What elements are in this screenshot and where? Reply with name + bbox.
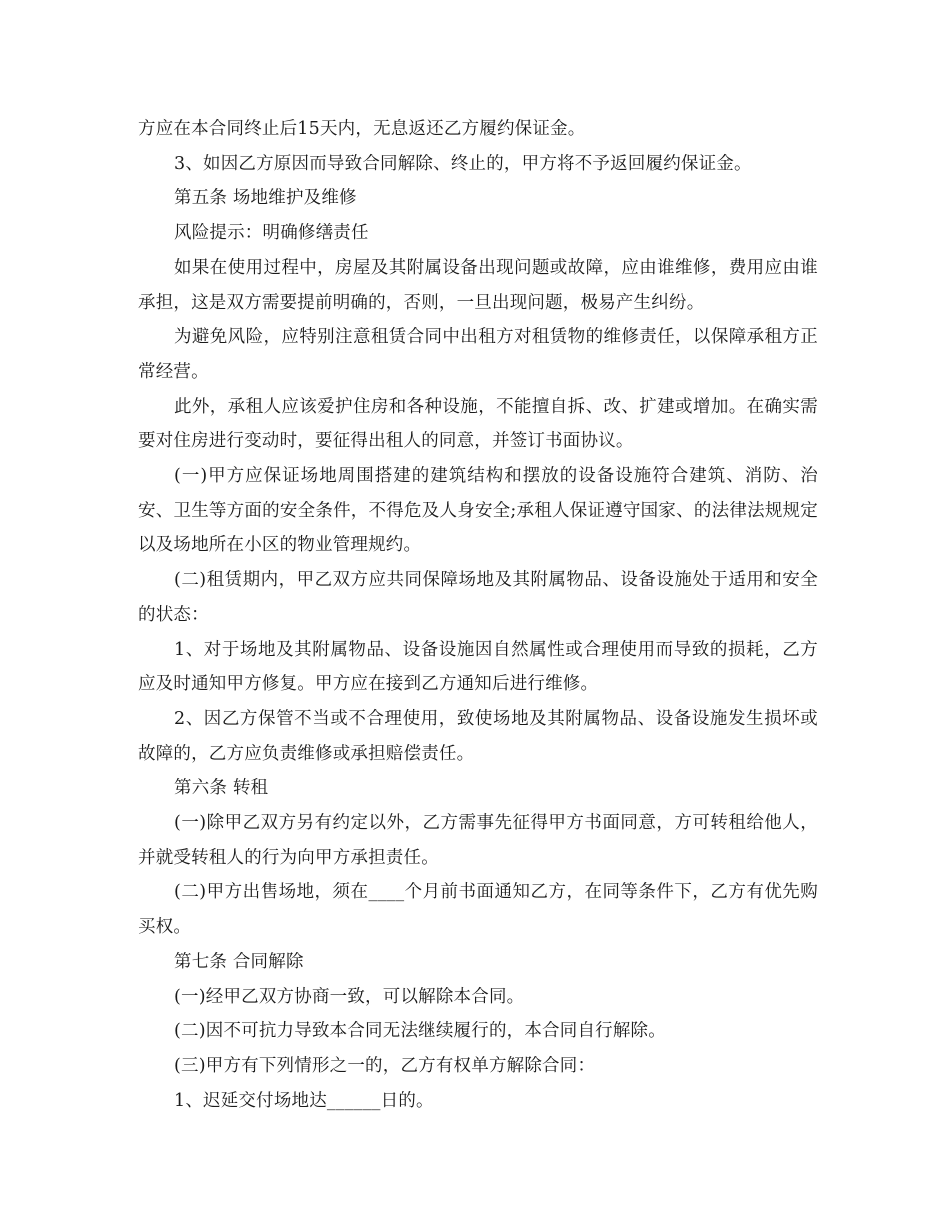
paragraph: 3、如因乙方原因而导致合同解除、终止的，甲方将不予返回履约保证金。: [174, 153, 752, 174]
paragraph: (一)经甲乙双方协商一致，可以解除本合同。: [174, 986, 525, 1007]
paragraph: 1、对于场地及其附属物品、设备设施因自然属性或合理使用而导致的损耗，乙方应及时通知甲方修复。甲方应在接到乙方通知后进行维修。: [138, 639, 818, 695]
paragraph: 为避免风险，应特别注意租赁合同中出租方对租赁物的维修责任，以保障承租方正常经营。: [138, 327, 818, 382]
paragraph: 如果在使用过程中，房屋及其附属设备出现问题或故障，应由谁维修，费用应由谁承担，这是双方需要提前明确的，否则，一旦出现问题，极易产生纠纷。: [138, 257, 818, 313]
paragraph: (二)租赁期内，甲乙双方应共同保障场地及其附属物品、设备设施处于适用和安全的状态：: [138, 570, 818, 625]
paragraph: 2、因乙方保管不当或不合理使用，致使场地及其附属物品、设备设施发生损坏或故障的，乙方应负责维修或承担赔偿责任。: [138, 708, 818, 764]
paragraph: (二)因不可抗力导致本合同无法继续履行的，本合同自行解除。: [174, 1021, 666, 1042]
paragraph: 第六条 转租: [174, 778, 269, 799]
document-body: [138, 112, 818, 1118]
paragraph: 第五条 场地维护及维修: [174, 188, 357, 209]
paragraph: (三)甲方有下列情形之一的，乙方有权单方解除合同：: [174, 1055, 596, 1076]
paragraph: 第七条 合同解除: [174, 951, 304, 972]
paragraph: (一)甲方应保证场地周围搭建的建筑结构和摆放的设备设施符合建筑、消防、治安、卫生等方面的安全条件，不得危及人身安全;承租人保证遵守国家、的法律法规规定以及场地所在小区的物业管理规约。: [138, 466, 818, 556]
paragraph: 1、迟延交付场地达______日的。: [174, 1090, 434, 1111]
paragraph: (一)除甲乙双方另有约定以外，乙方需事先征得甲方书面同意，方可转租给他人，并就受转租人的行为向甲方承担责任。: [138, 813, 818, 868]
paragraph: 风险提示：明确修缮责任: [174, 223, 369, 244]
paragraph: 此外，承租人应该爱护住房和各种设施，不能擅自拆、改、扩建或增加。在确实需要对住房进行变动时，要征得出租人的同意，并签订书面协议。: [138, 396, 818, 452]
paragraph: 方应在本合同终止后15天内，无息返还乙方履约保证金。: [138, 119, 586, 139]
paragraph: (二)甲方出售场地，须在____个月前书面通知乙方，在同等条件下，乙方有优先购买权。: [138, 882, 818, 938]
